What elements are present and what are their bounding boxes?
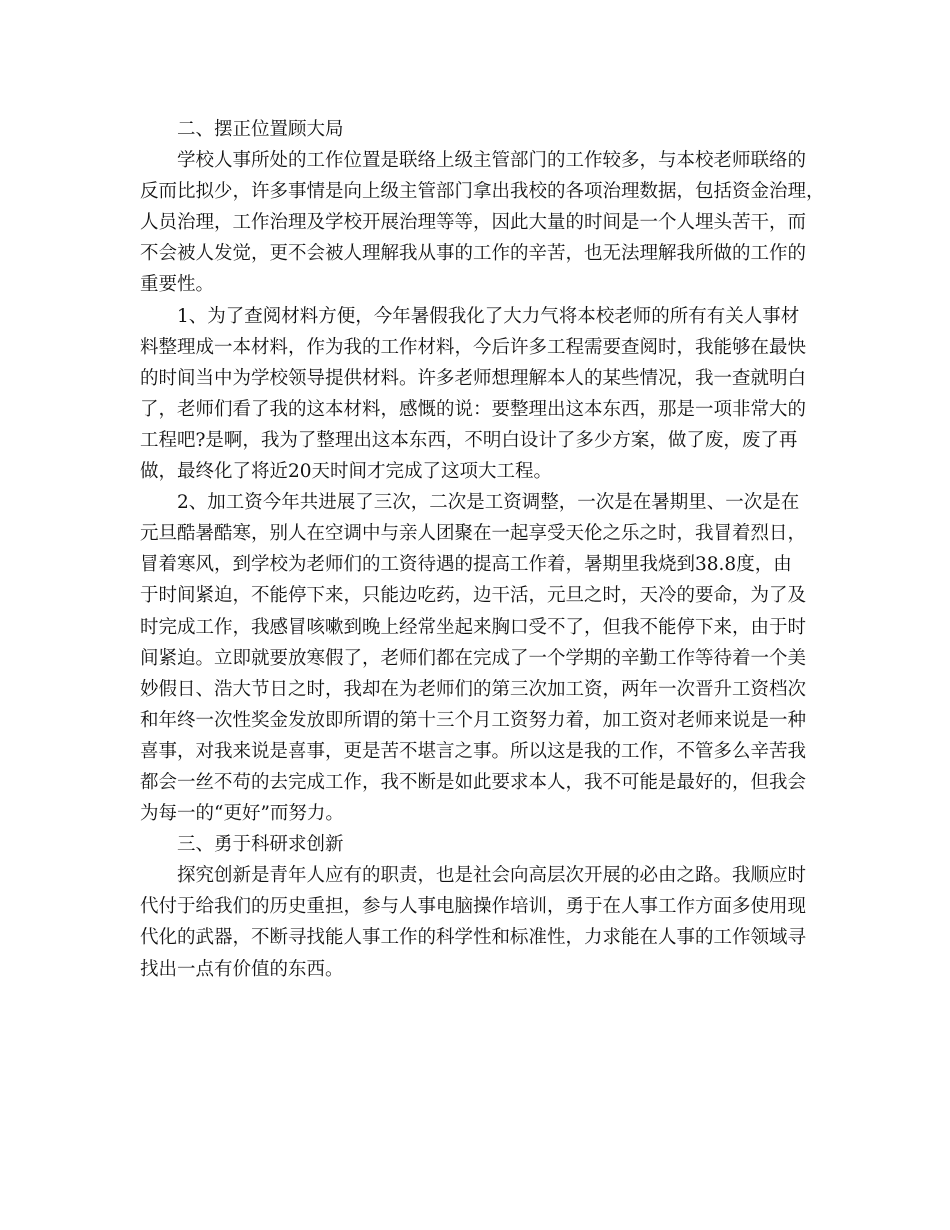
paragraph-position: 学校人事所处的工作位置是联络上级主管部门的工作较多，与本校老师联络的 反而比拟少，许多事情是向上级主管部门拿出我校的各项治理数据，包括资金治理， 人员治理，工作治理及学校开展治理等等，因此大量的时间是一个人埋头苦干，而 不会被人发觉，更不会被人理解我从事的工作的辛苦，也无法理解我所做的工作的 重要性。 bbox=[140, 150, 825, 296]
document-body bbox=[140, 114, 830, 985]
section-heading-3: 三、勇于科研求创新 bbox=[177, 834, 344, 856]
paragraph-item-2: 2、加工资今年共进展了三次，二次是工资调整，一次是在暑期里、一次是在 元旦酷暑酷寒，别人在空调中与亲人团聚在一起享受天伦之乐之时，我冒着烈日， 冒着寒风，到学校为老师们的工资待遇的提高工作着，暑期里我烧到38.8度，由 于时间紧迫，不能停下来，只能边吃药，边干活，元旦之时，天冷的要命，为了及 时完成工作，我感冒咳嗽到晚上经常坐起来胸口受不了，但我不能停下来，由于时 间紧迫。立即就要放寒假了，老师们都在完成了一个学期的辛勤工作等待着一个美 妙假日、浩大节日之时，我却在为老师们的第三次加工资，两年一次晋升工资档次 和年终一次性奖金发放即所谓的第十三个月工资努力着，加工资对老师来说是一种 喜事，对我来说是喜事，更是苦不堪言之事。所以这是我的工作，不管多么辛苦我 都会一丝不苟的去完成工作，我不断是如此要求本人，我不可能是最好的，但我会 为每一的“更好”而努力。 bbox=[140, 492, 807, 825]
paragraph-item-1: 1、为了查阅材料方便，今年暑假我化了大力气将本校老师的所有有关人事材 料整理成一本材料，作为我的工作材料，今后许多工程需要查阅时，我能够在最快 的时间当中为学校领导提供材料。许多老师想理解本人的某些情况，我一查就明白 了，老师们看了我的这本材料，感慨的说：要整理出这本东西，那是一项非常大的 工程吧?是啊，我为了整理出这本东西，不明白设计了多少方案，做了废，废了再 做，最终化了将近20天时间才完成了这项大工程。 bbox=[140, 305, 807, 483]
paragraph-innovation: 探究创新是青年人应有的职责，也是社会向高层次开展的必由之路。我顺应时 代付于给我们的历史重担，参与人事电脑操作培训，勇于在人事工作方面多使用现 代化的武器，不断寻找能人事工作的科学性和标准性，力求能在人事的工作领域寻 找出一点有价值的东西。 bbox=[140, 865, 807, 980]
section-heading-2: 二、摆正位置顾大局 bbox=[177, 119, 344, 140]
